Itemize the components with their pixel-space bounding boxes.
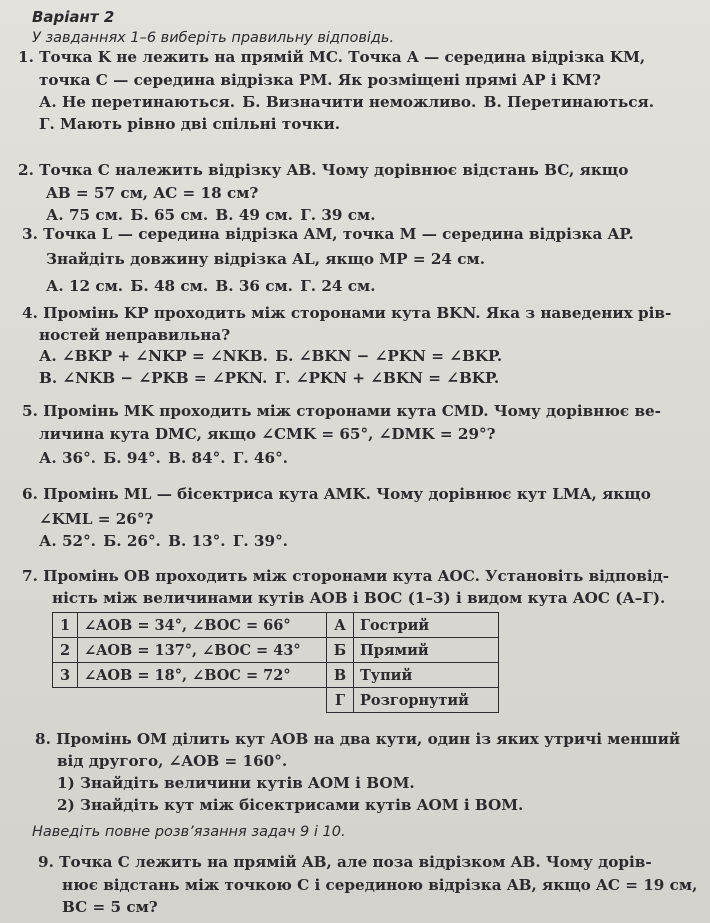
task-9-line-2: нює відстань між точкою C і серединою відрізка AB, якщо AC = 19 см, (62, 876, 698, 894)
task-7-line-1: Промінь OB проходить між сторонами кута AOC. Установіть відповід- (43, 567, 670, 585)
table-row (53, 663, 499, 688)
angle-values: ∠AOB = 18°, ∠BOC = 72° (78, 663, 327, 688)
task-4-line-2: ностей неправильна? (39, 326, 231, 344)
instruction-1-6: У завданнях 1–6 виберіть правильну відповідь. (32, 30, 395, 46)
task-4 (22, 303, 671, 323)
task-2-line-2: AB = 57 см, AC = 18 см? (46, 184, 259, 202)
task-8 (35, 729, 680, 749)
task-6-options (39, 531, 288, 551)
task-7-number: 7. (22, 567, 38, 585)
task-2-options (46, 205, 375, 225)
angle-values: ∠AOB = 137°, ∠BOC = 43° (78, 638, 327, 663)
task-9-line-3: BC = 5 см? (62, 898, 158, 916)
task-4-option-a: А. ∠BKP + ∠NKP = ∠NKB. (39, 347, 268, 365)
angle-type: Розгорнутий (354, 688, 499, 713)
task-5-option-d: Г. 46°. (232, 449, 288, 467)
task-1-option-a: А. Не перетинаються. (39, 93, 235, 111)
task-9-number: 9. (38, 853, 54, 871)
task-3-number: 3. (22, 225, 38, 243)
task-9 (38, 852, 652, 872)
table-row (53, 688, 499, 713)
task-5-line-1: Промінь MK проходить між сторонами кута CMD. Чому дорівнює ве- (43, 402, 661, 420)
task-7-line-2: ність між величинами кутів AOB і BOC (1–3) і видом кута AOC (А–Г). (52, 589, 666, 607)
task-4-options-cd (39, 368, 499, 388)
task-3-option-b: Б. 48 см. (130, 277, 209, 295)
task-4-line-1: Промінь KP проходить між сторонами кута BKN. Яка з наведених рів- (43, 304, 672, 322)
task-3-line-1: Точка L — середина відрізка AM, точка M — середина відрізка AP. (43, 225, 634, 243)
task-8-sub-2: 2) Знайдіть кут між бісектрисами кутів AOM і BOM. (57, 796, 524, 814)
task-6-number: 6. (22, 485, 38, 503)
task-8-number: 8. (35, 730, 51, 748)
task-1-option-b: Б. Визначити неможливо. (242, 93, 477, 111)
task-3-options (46, 276, 375, 296)
task-4-option-d: Г. ∠PKN + ∠BKN = ∠BKP. (274, 369, 500, 387)
task-3-option-c: В. 36 см. (215, 277, 293, 295)
answer-letter: Г (327, 688, 354, 713)
task-2-option-c: В. 49 см. (215, 206, 293, 224)
task-5-option-b: Б. 94°. (103, 449, 161, 467)
task-6-line-2: ∠KML = 26°? (39, 510, 154, 528)
answer-letter: А (327, 613, 354, 638)
task-1-line-2: точка C — середина відрізка PM. Як розміщені прямі AP і KM? (39, 71, 601, 89)
angle-values: ∠AOB = 34°, ∠BOC = 66° (78, 613, 327, 638)
task-2-number: 2. (18, 161, 34, 179)
task-8-line-1: Промінь OM ділить кут AOB на два кути, один із яких утричі менший (56, 730, 681, 748)
task-2-option-b: Б. 65 см. (130, 206, 209, 224)
row-number: 2 (53, 638, 78, 663)
task-4-option-c: В. ∠NKB − ∠PKB = ∠PKN. (39, 369, 268, 387)
task-8-sub-1: 1) Знайдіть величини кутів AOM і BOM. (57, 774, 415, 792)
answer-letter: В (327, 663, 354, 688)
task-1 (18, 47, 645, 67)
variant-title: Варіант 2 (32, 8, 115, 26)
task-2-option-a: А. 75 см. (46, 206, 124, 224)
task-6-option-a: А. 52°. (39, 532, 96, 550)
table-row (53, 613, 499, 638)
row-number: 3 (53, 663, 78, 688)
task-5-line-2: личина кута DMC, якщо ∠CMK = 65°, ∠DMK = 29°? (39, 425, 496, 443)
task-5 (22, 401, 661, 421)
task-2-option-d: Г. 39 см. (300, 206, 376, 224)
task-6 (22, 484, 651, 504)
task-2 (18, 160, 628, 180)
instruction-9-10: Наведіть повне розв’язання задач 9 і 10. (32, 824, 346, 840)
task-7 (22, 566, 669, 586)
task-1-number: 1. (18, 48, 34, 66)
task-6-line-1: Промінь ML — бісектриса кута AMK. Чому дорівнює кут LMA, якщо (43, 485, 651, 503)
task-8-line-2: від другого, ∠AOB = 160°. (57, 752, 288, 770)
task-3-option-a: А. 12 см. (46, 277, 124, 295)
row-number: 1 (53, 613, 78, 638)
task-1-option-d: Г. Мають рівно дві спільні точки. (39, 115, 340, 133)
matching-table (52, 612, 499, 713)
task-2-line-1: Точка C належить відрізку AB. Чому дорівнює відстань BC, якщо (39, 161, 629, 179)
task-4-options-ab (39, 346, 502, 366)
angle-type: Гострий (354, 613, 499, 638)
task-1-line-1: Точка K не лежить на прямій MC. Точка A — середина відрізка KM, (39, 48, 646, 66)
task-3-option-d: Г. 24 см. (300, 277, 376, 295)
task-3 (22, 224, 634, 244)
answer-letter: Б (327, 638, 354, 663)
task-6-option-d: Г. 39°. (232, 532, 288, 550)
task-6-option-b: Б. 26°. (103, 532, 161, 550)
task-6-option-c: В. 13°. (168, 532, 226, 550)
angle-type: Прямий (354, 638, 499, 663)
task-5-number: 5. (22, 402, 38, 420)
table-row (53, 638, 499, 663)
task-5-option-c: В. 84°. (168, 449, 226, 467)
task-9-line-1: Точка C лежить на прямій AB, але поза відрізком AB. Чому дорів- (59, 853, 652, 871)
task-5-options (39, 448, 288, 468)
task-1-option-c: В. Перетинаються. (483, 93, 654, 111)
task-5-option-a: А. 36°. (39, 449, 96, 467)
task-1-options (39, 92, 654, 112)
task-3-line-2: Знайдіть довжину відрізка AL, якщо MP = 24 см. (46, 250, 485, 268)
task-4-number: 4. (22, 304, 38, 322)
angle-type: Тупий (354, 663, 499, 688)
task-4-option-b: Б. ∠BKN − ∠PKN = ∠BKP. (275, 347, 503, 365)
